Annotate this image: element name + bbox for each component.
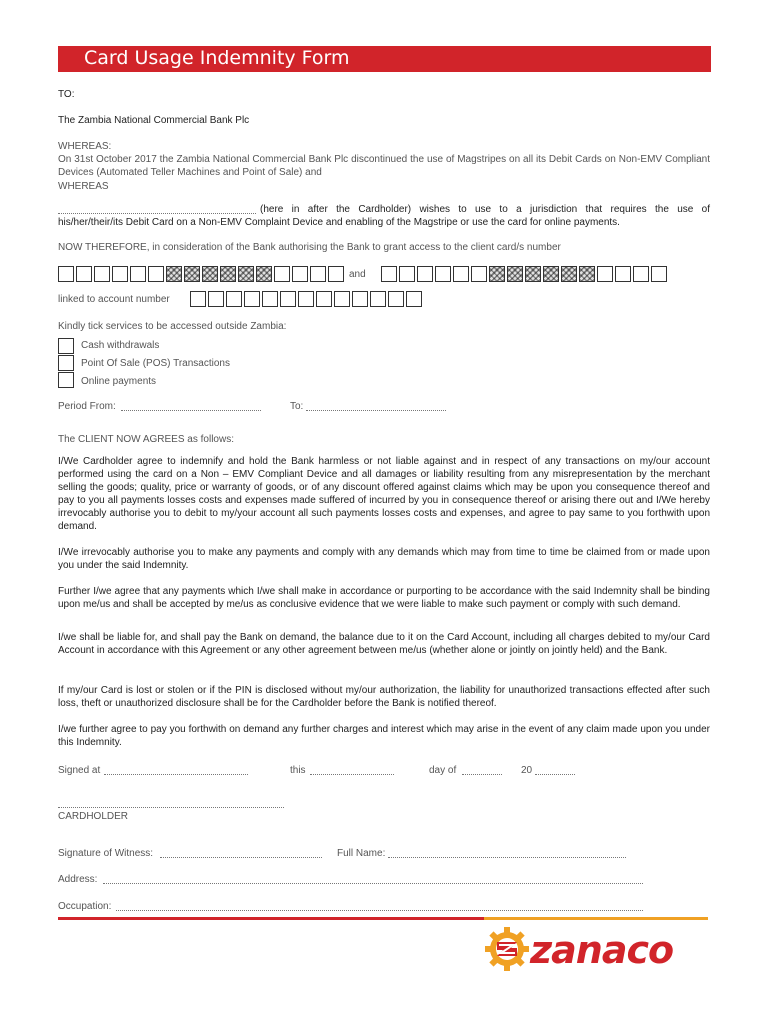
masked-digit-box	[543, 266, 559, 282]
masked-digit-box	[166, 266, 182, 282]
digit-box[interactable]	[328, 266, 344, 282]
occupation-label: Occupation:	[58, 901, 112, 912]
digit-box[interactable]	[130, 266, 146, 282]
now-therefore-text: NOW THEREFORE, in consideration of the Bank authorising the Bank to grant access to the client card/s number	[58, 242, 561, 253]
period-from-label: Period From:	[58, 401, 116, 412]
footer-red-rule	[58, 917, 484, 920]
digit-box[interactable]	[190, 291, 206, 307]
digit-box[interactable]	[298, 291, 314, 307]
tick-services-label: Kindly tick services to be accessed outside Zambia:	[58, 321, 287, 332]
digit-box[interactable]	[112, 266, 128, 282]
digit-box[interactable]	[316, 291, 332, 307]
online-payments-checkbox[interactable]	[58, 372, 74, 388]
digit-box[interactable]	[388, 291, 404, 307]
signed-at-field[interactable]	[104, 764, 248, 775]
masked-digit-box	[507, 266, 523, 282]
this-label: this	[290, 765, 306, 776]
cardholder-signature-field[interactable]	[58, 797, 284, 808]
digit-box[interactable]	[244, 291, 260, 307]
occupation-field[interactable]	[116, 900, 643, 911]
holder-text-1: (here in after the Cardholder) wishes to use to a jurisdiction that requires the use of	[260, 204, 710, 215]
digit-box[interactable]	[94, 266, 110, 282]
cardholder-label: CARDHOLDER	[58, 811, 129, 822]
day-of-field[interactable]	[462, 764, 502, 775]
address-label: Address:	[58, 874, 98, 885]
digit-box[interactable]	[381, 266, 397, 282]
witness-signature-field[interactable]	[160, 847, 322, 858]
indemnity-paragraph-4: I/we shall be liable for, and shall pay the Bank on demand, the balance due to it on the Card Account, including all charges debited to my/our Card Account in accordance with this Agreement or any other agreement between me/us (whether alone or jointly on jointly held) and the Bank.	[58, 632, 710, 656]
to-label: TO:	[58, 89, 75, 100]
digit-box[interactable]	[280, 291, 296, 307]
indemnity-paragraph-5: If my/our Card is lost or stolen or if the PIN is disclosed without my/our authorization, the liability for unauthorized transactions effected after such loss, theft or unauthorized disclosure shall be for the Cardholder before the Bank is notified thereof.	[58, 685, 710, 709]
digit-box[interactable]	[274, 266, 290, 282]
digit-box[interactable]	[471, 266, 487, 282]
footer-orange-rule	[484, 917, 708, 920]
whereas-text: On 31st October 2017 the Zambia National Commercial Bank Plc discontinued the use of Magstripes on all its Debit Cards on Non-EMV Compliant Devices (Automated Teller Machines and Point of Sale) and	[58, 154, 710, 178]
title-bar	[58, 46, 711, 72]
digit-box[interactable]	[58, 266, 74, 282]
digit-box[interactable]	[399, 266, 415, 282]
masked-digit-box	[489, 266, 505, 282]
digit-box[interactable]	[292, 266, 308, 282]
masked-digit-box	[579, 266, 595, 282]
bank-name: The Zambia National Commercial Bank Plc	[58, 115, 250, 126]
indemnity-paragraph-6: I/we further agree to pay you forthwith on demand any further charges and interest which may arise in the event of any claim made upon you under this Indemnity.	[58, 724, 710, 748]
masked-digit-box	[202, 266, 218, 282]
masked-digit-box	[184, 266, 200, 282]
digit-box[interactable]	[615, 266, 631, 282]
holder-text-2: his/her/their/its Debit Card on a Non-EMV Complaint Device and enabling of the Magstripe or use the card for online payments.	[58, 217, 620, 228]
masked-digit-box	[256, 266, 272, 282]
period-from-field[interactable]	[121, 400, 261, 411]
linked-account-label: linked to account number	[58, 294, 170, 305]
signed-at-label: Signed at	[58, 765, 101, 776]
client-agrees-heading: The CLIENT NOW AGREES as follows:	[58, 434, 234, 445]
online-payments-label: Online payments	[81, 376, 157, 387]
digit-box[interactable]	[226, 291, 242, 307]
digit-box[interactable]	[352, 291, 368, 307]
digit-box[interactable]	[370, 291, 386, 307]
digit-box[interactable]	[453, 266, 469, 282]
card-number-1[interactable]	[58, 266, 346, 282]
period-to-field[interactable]	[306, 400, 446, 411]
full-name-label: Full Name:	[337, 848, 386, 859]
masked-digit-box	[220, 266, 236, 282]
masked-digit-box	[525, 266, 541, 282]
year-field[interactable]	[535, 764, 575, 775]
address-field[interactable]	[103, 873, 643, 884]
indemnity-paragraph-1: I/We Cardholder agree to indemnify and hold the Bank harmless or not liable against and in respect of any transactions on my/our account performed using the card on a Non – EMV Compliant Device and all damages or liability resulting from any misrepresentation by the merchant selling the goods; quality, price or warranty of goods, or of any discount offered against claims which may be upon you consequence thereof and pay to you all payments losses costs and expenses made suffered of incurred by you in consequence thereof or arising there out and I/We hereby irrevocably authorise you to debit to my/your account all such payments losses costs and expenses, and agree to pay same to you forthwith upon demand.	[58, 456, 710, 532]
digit-box[interactable]	[651, 266, 667, 282]
whereas-heading: WHEREAS:	[58, 141, 112, 152]
indemnity-paragraph-3: Further I/we agree that any payments which I/we shall make in accordance or purporting to be accordance with the said Indemnity shall be binding upon me/us and shall be accepted by me/us as conclusive evidence that we were liable to make such payment or comply with such demand.	[58, 586, 710, 610]
whereas-heading-2: WHEREAS	[58, 181, 109, 192]
full-name-field[interactable]	[388, 847, 626, 858]
zanaco-logo-text: zanaco	[530, 928, 674, 972]
pos-label: Point Of Sale (POS) Transactions	[81, 358, 230, 369]
zanaco-gear-icon	[484, 926, 530, 972]
this-field[interactable]	[310, 764, 394, 775]
digit-box[interactable]	[148, 266, 164, 282]
card-number-2[interactable]	[381, 266, 669, 282]
digit-box[interactable]	[334, 291, 350, 307]
masked-digit-box	[561, 266, 577, 282]
digit-box[interactable]	[633, 266, 649, 282]
digit-box[interactable]	[406, 291, 422, 307]
digit-box[interactable]	[310, 266, 326, 282]
digit-box[interactable]	[76, 266, 92, 282]
masked-digit-box	[238, 266, 254, 282]
digit-box[interactable]	[435, 266, 451, 282]
and-label: and	[349, 269, 366, 280]
account-number[interactable]	[190, 291, 424, 307]
digit-box[interactable]	[208, 291, 224, 307]
witness-signature-label: Signature of Witness:	[58, 848, 154, 859]
cash-withdrawals-checkbox[interactable]	[58, 338, 74, 354]
day-of-label: day of	[429, 765, 457, 776]
cardholder-name-line	[58, 203, 710, 216]
pos-checkbox[interactable]	[58, 355, 74, 371]
period-to-label: To:	[290, 401, 304, 412]
cash-withdrawals-label: Cash withdrawals	[81, 340, 160, 351]
digit-box[interactable]	[262, 291, 278, 307]
digit-box[interactable]	[417, 266, 433, 282]
indemnity-paragraph-2: I/We irrevocably authorise you to make any payments and comply with any demands which may from time to time be claimed from or made upon you under the said Indemnity.	[58, 547, 710, 571]
year-prefix: 20	[521, 765, 533, 776]
page-title: Card Usage Indemnity Form	[84, 47, 350, 69]
cardholder-name-field[interactable]	[58, 203, 256, 214]
digit-box[interactable]	[597, 266, 613, 282]
